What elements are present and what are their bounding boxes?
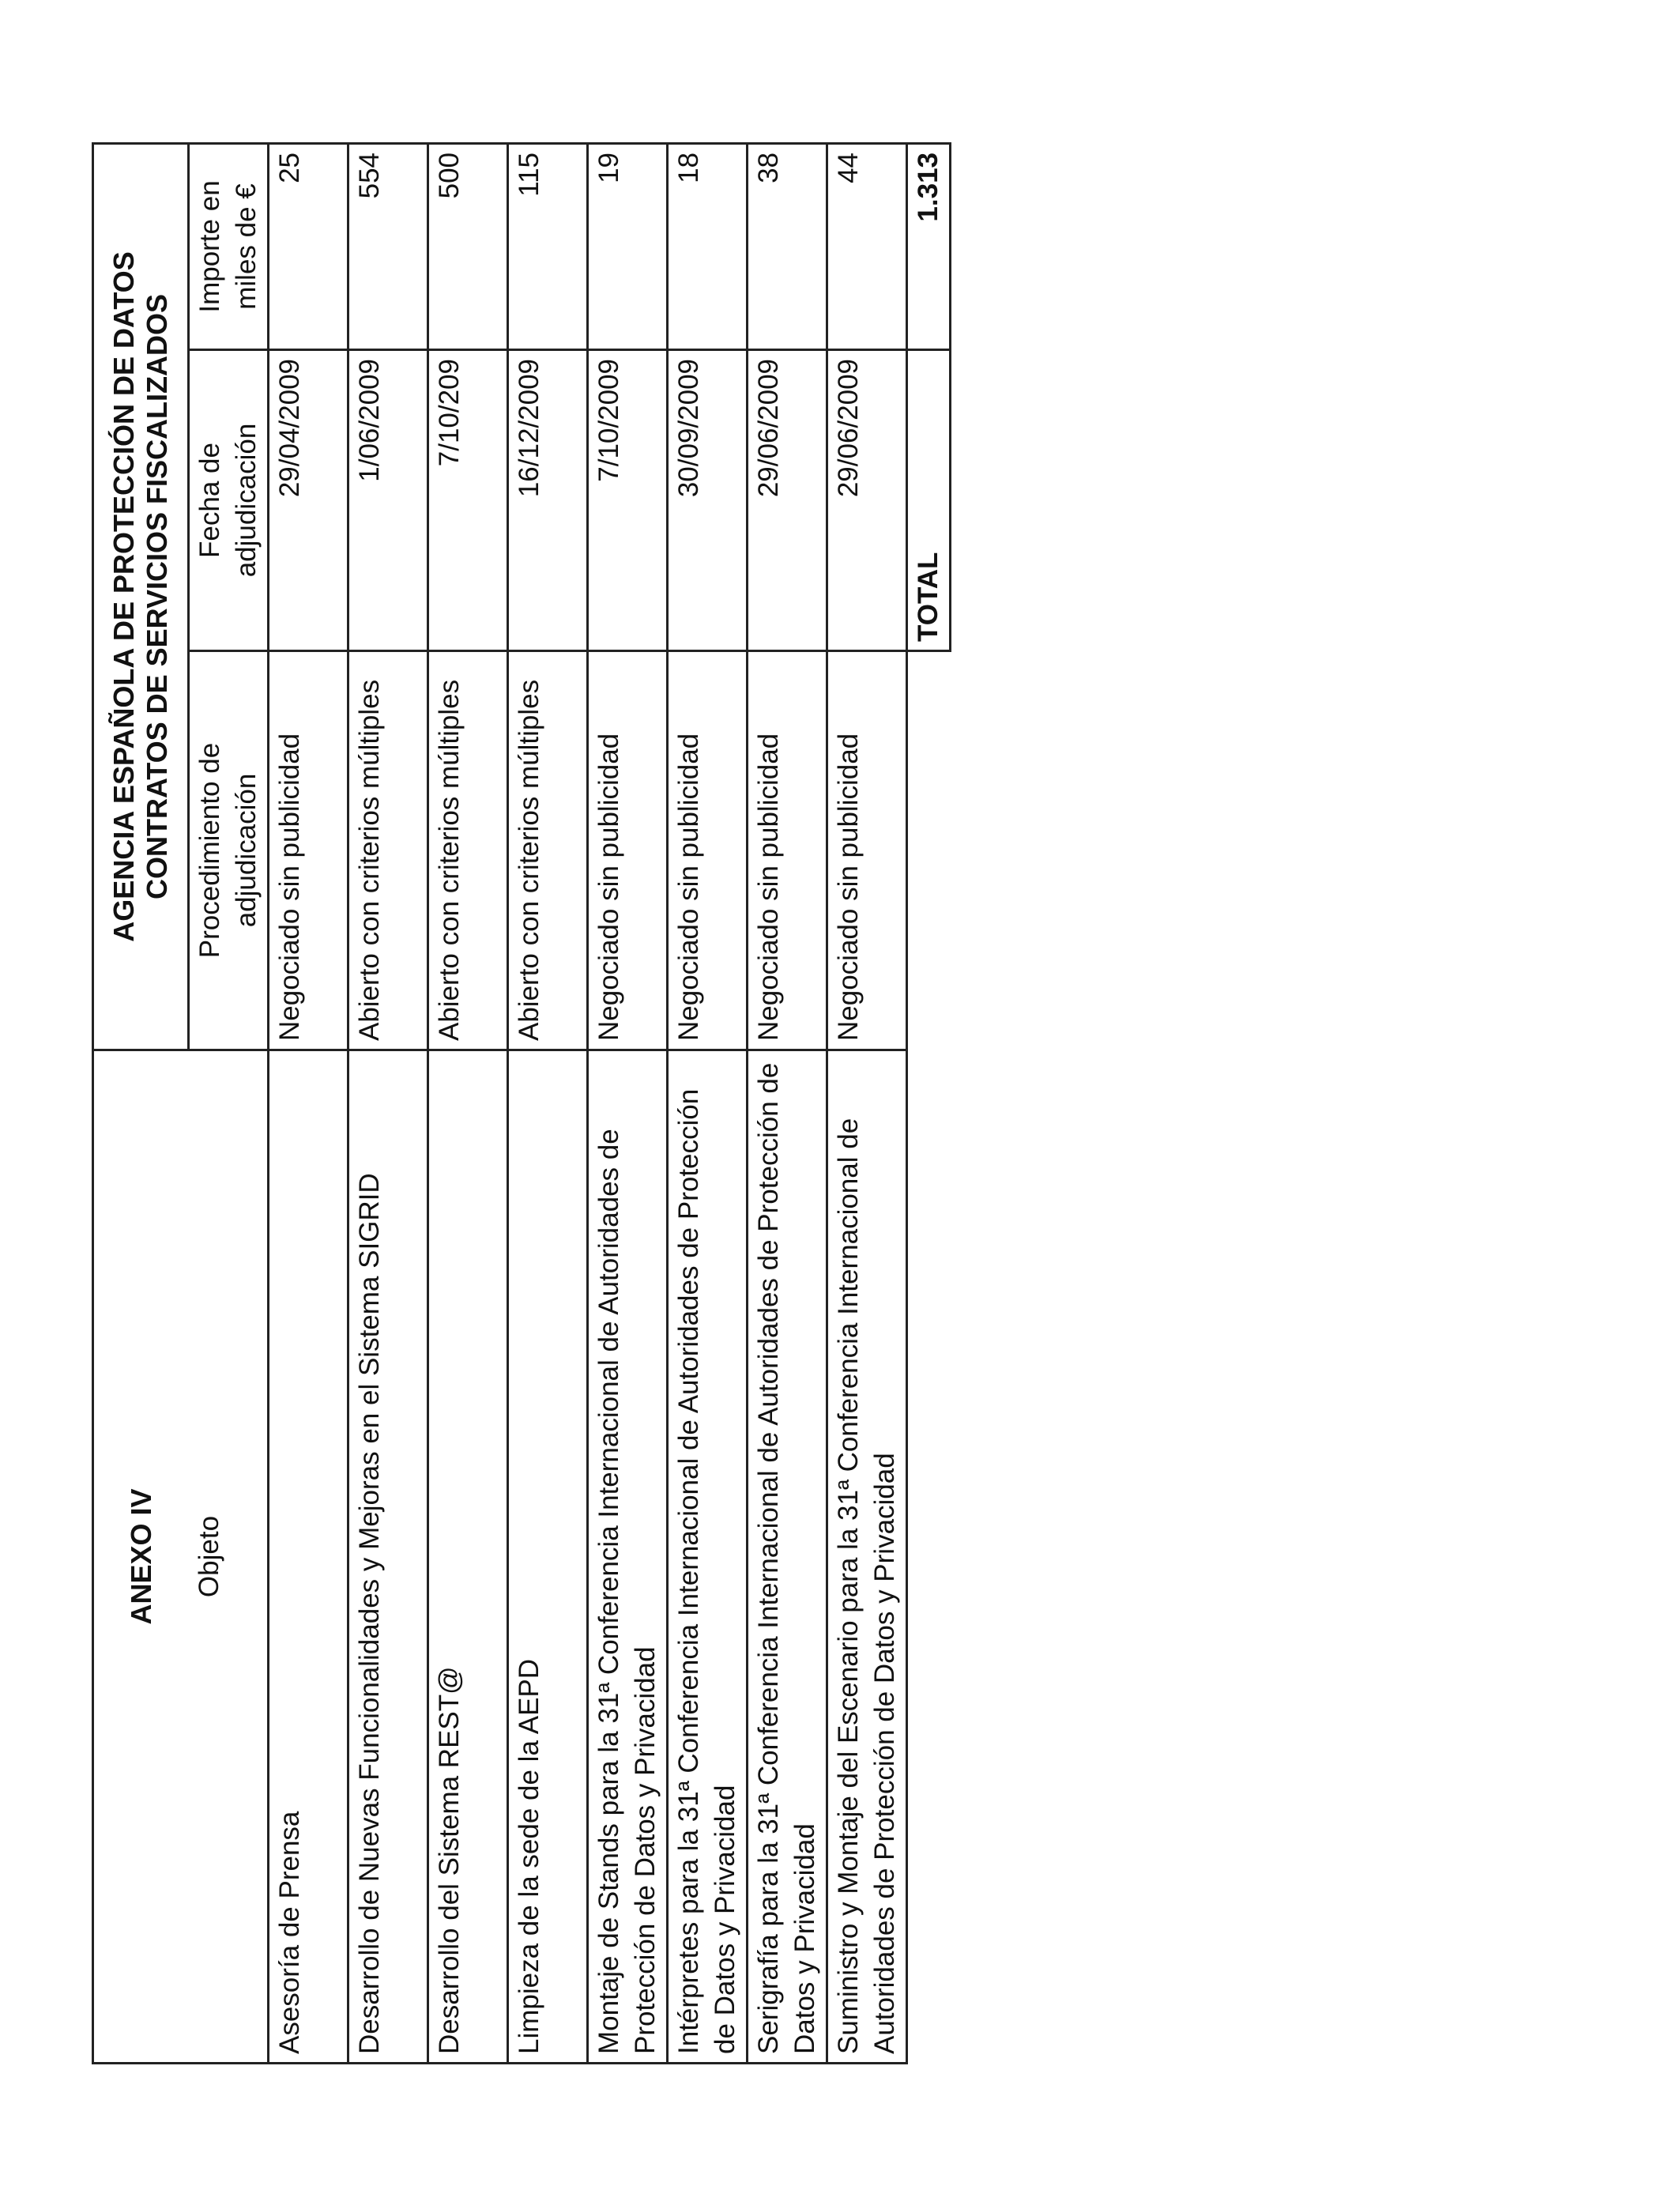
table-row bbox=[748, 143, 827, 2063]
table-row bbox=[348, 143, 428, 2063]
cell-objeto: Intérpretes para la 31ª Conferencia Internacional de Autoridades de Protección de Datos y Privacidad bbox=[668, 1050, 748, 2064]
document-title bbox=[93, 143, 189, 1050]
cell-importe: 44 bbox=[827, 143, 907, 349]
cell-procedimiento: Abierto con criterios múltiples bbox=[348, 651, 428, 1050]
cell-fecha: 29/04/2009 bbox=[269, 350, 348, 651]
cell-importe: 25 bbox=[269, 143, 348, 349]
header-importe-line-2: miles de € bbox=[231, 183, 262, 310]
header-fecha bbox=[189, 350, 269, 651]
cell-procedimiento: Negociado sin publicidad bbox=[827, 651, 907, 1050]
cell-objeto: Desarrollo del Sistema REST@ bbox=[428, 1050, 508, 2064]
table-row bbox=[588, 143, 668, 2063]
cell-importe: 115 bbox=[508, 143, 588, 349]
cell-fecha: 29/06/2009 bbox=[748, 350, 827, 651]
total-row bbox=[907, 143, 951, 2063]
header-importe bbox=[189, 143, 269, 349]
cell-objeto: Suministro y Montaje del Escenario para la 31ª Conferencia Internacional de Autoridades de Protección de Datos y Privacidad bbox=[827, 1050, 907, 2064]
header-fecha-line-2: adjudicación bbox=[231, 423, 262, 578]
contracts-table bbox=[92, 142, 951, 2064]
cell-procedimiento: Negociado sin publicidad bbox=[748, 651, 827, 1050]
cell-fecha: 30/09/2009 bbox=[668, 350, 748, 651]
total-label: TOTAL bbox=[907, 350, 951, 651]
total-value: 1.313 bbox=[907, 143, 951, 349]
cell-importe: 500 bbox=[428, 143, 508, 349]
title-line-1: AGENCIA ESPAÑOLA DE PROTECCIÓN DE DATOS bbox=[107, 251, 140, 942]
blank-cell bbox=[907, 651, 951, 1050]
cell-procedimiento: Negociado sin publicidad bbox=[269, 651, 348, 1050]
header-procedimiento-line-2: adjudicación bbox=[231, 773, 262, 928]
cell-importe: 554 bbox=[348, 143, 428, 349]
table-row bbox=[668, 143, 748, 2063]
cell-fecha: 1/06/2009 bbox=[348, 350, 428, 651]
cell-objeto: Montaje de Stands para la 31ª Conferencia Internacional de Autoridades de Protección de Datos y Privacidad bbox=[588, 1050, 668, 2064]
table-row bbox=[269, 143, 348, 2063]
cell-objeto: Limpieza de la sede de la AEPD bbox=[508, 1050, 588, 2064]
table-row bbox=[508, 143, 588, 2063]
cell-objeto: Desarrollo de Nuevas Funcionalidades y Mejoras en el Sistema SIGRID bbox=[348, 1050, 428, 2064]
cell-fecha: 7/10/2009 bbox=[588, 350, 668, 651]
cell-procedimiento: Abierto con criterios múltiples bbox=[508, 651, 588, 1050]
header-procedimiento-line-1: Procedimiento de bbox=[194, 742, 225, 959]
header-objeto: Objeto bbox=[189, 1050, 269, 2064]
cell-procedimiento: Negociado sin publicidad bbox=[668, 651, 748, 1050]
cell-procedimiento: Negociado sin publicidad bbox=[588, 651, 668, 1050]
cell-fecha: 29/06/2009 bbox=[827, 350, 907, 651]
annex-label: ANEXO IV bbox=[93, 1050, 189, 2064]
table-row bbox=[428, 143, 508, 2063]
header-fecha-line-1: Fecha de bbox=[194, 443, 225, 558]
table-row bbox=[827, 143, 907, 2063]
title-row bbox=[93, 143, 189, 2063]
cell-importe: 19 bbox=[588, 143, 668, 349]
blank-cell bbox=[907, 1050, 951, 2064]
cell-fecha: 16/12/2009 bbox=[508, 350, 588, 651]
header-importe-line-1: Importe en bbox=[194, 180, 225, 313]
title-line-2: CONTRATOS DE SERVICIOS FISCALIZADOS bbox=[141, 293, 173, 900]
header-procedimiento bbox=[189, 651, 269, 1050]
cell-objeto: Serigrafía para la 31ª Conferencia Internacional de Autoridades de Protección de Datos y Privacidad bbox=[748, 1050, 827, 2064]
header-row bbox=[189, 143, 269, 2063]
cell-objeto: Asesoría de Prensa bbox=[269, 1050, 348, 2064]
cell-importe: 38 bbox=[748, 143, 827, 349]
cell-fecha: 7/10/209 bbox=[428, 350, 508, 651]
cell-procedimiento: Abierto con criterios múltiples bbox=[428, 651, 508, 1050]
cell-importe: 18 bbox=[668, 143, 748, 349]
